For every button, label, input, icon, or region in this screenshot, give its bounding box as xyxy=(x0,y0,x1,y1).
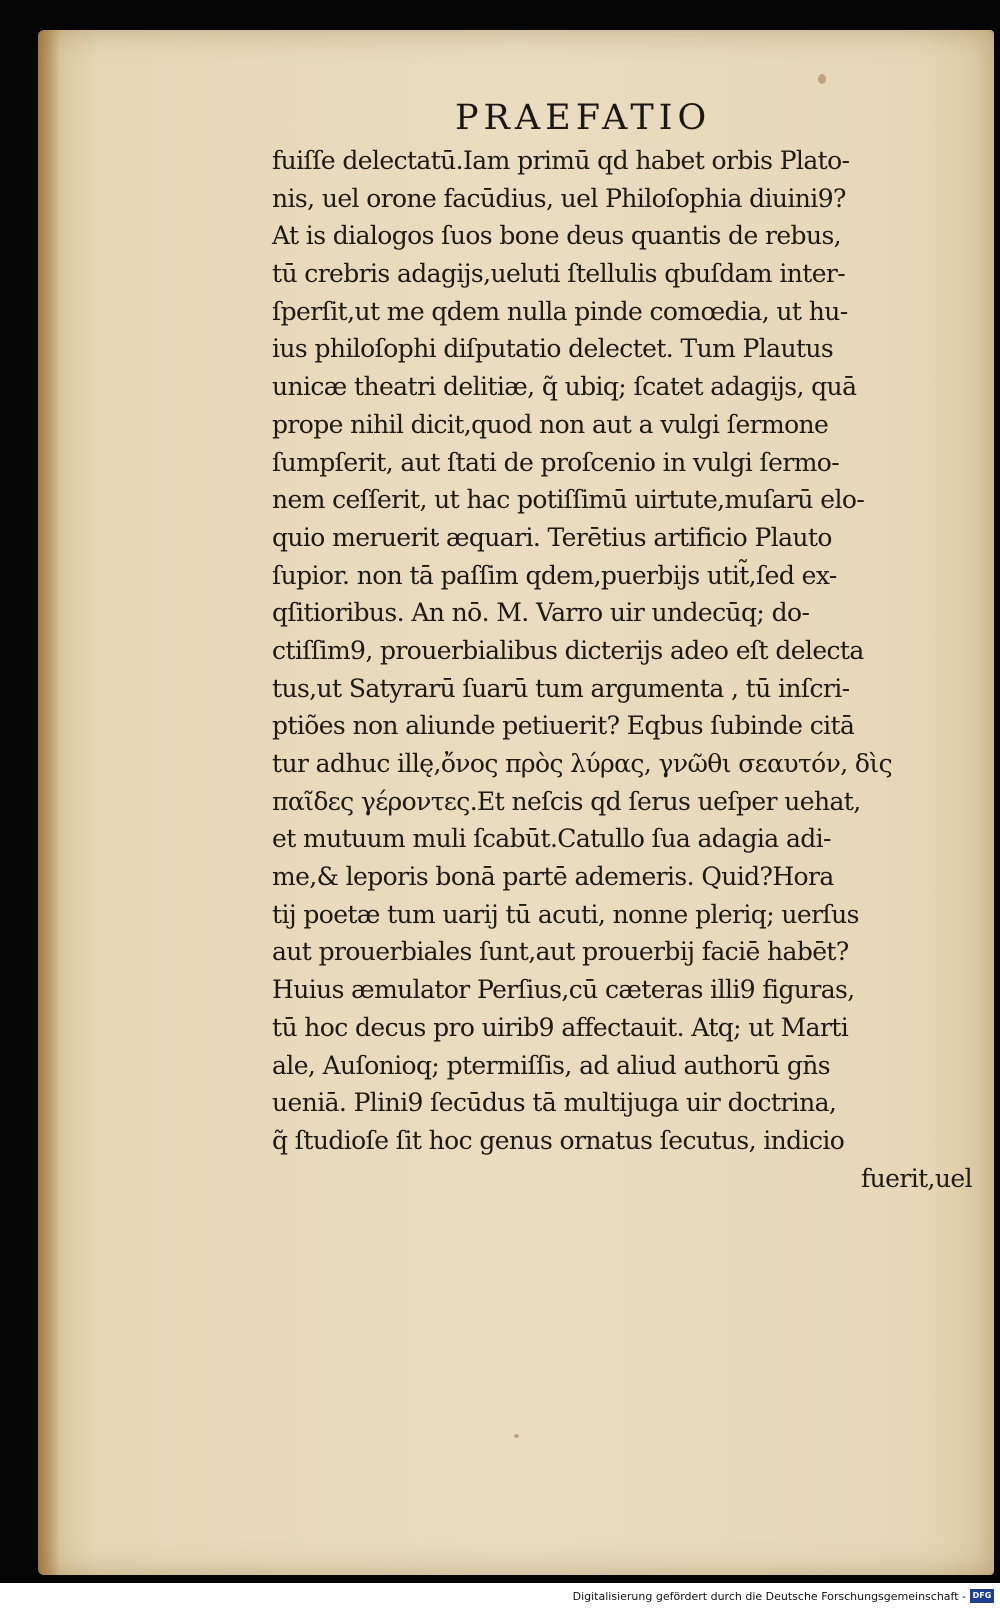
text-line-1: fuiſſe delectatū.Iam primū qd habet orbis Plato- xyxy=(272,146,850,175)
text-line-20: me,& leporis bonā partē ademeris. Quid?Hora xyxy=(272,862,834,892)
dfg-logo-icon: DFG xyxy=(970,1589,994,1603)
text-line-23: Huius æmulator Perſius,cū cæteras illi9 figuras, xyxy=(272,975,855,1005)
text-line-10: nem ceſſerit, ut hac potiſſimū uirtute,muſarū elo- xyxy=(272,485,865,515)
text-line-7: unicæ theatri delitiæ, q̃ ubiq; ſcatet adagijs, quā xyxy=(272,372,857,402)
text-line-8: prope nihil dicit,quod non aut a vulgi ſermone xyxy=(272,409,829,439)
text-line-25: ale, Auſonioq; ptermiſſis, ad aliud authorū gn̄s xyxy=(272,1050,831,1080)
text-line-11: quio meruerit æquari. Terētius artificio Plauto xyxy=(272,522,832,552)
text-line-2: nis, uel orone facūdius, uel Philoſophia diuini9? xyxy=(272,183,846,213)
text-line-22: aut prouerbiales ſunt,aut prouerbij faciē habēt? xyxy=(272,937,849,967)
text-line-3: At is dialogos ſuos bone deus quantis de rebus, xyxy=(272,221,842,251)
paper-stain xyxy=(514,1434,519,1438)
text-line-6: ius philoſophi diſputatio delectet. Tum Plautus xyxy=(272,334,834,364)
text-line-28-catchword: fuerit,uel xyxy=(861,1163,972,1193)
text-line-27: q̃ ſtudioſe ſit hoc genus ornatus ſecutus, indicio xyxy=(272,1125,845,1155)
text-line-26: ueniā. Plini9 ſecūdus tā multijuga uir doctrina, xyxy=(272,1088,837,1118)
text-line-24: tū hoc decus pro uirib9 affectauit. Atq; ut Marti xyxy=(272,1012,849,1042)
text-line-15: tus,ut Satyrarū ſuarū tum argumenta , tū inſcri- xyxy=(272,673,850,703)
paper-stain xyxy=(818,74,826,84)
text-block xyxy=(272,142,972,1197)
text-line-13: qſitioribus. An nō. M. Varro uir undecūq; do- xyxy=(272,598,810,628)
text-line-9: ſumpſerit, aut ſtati de proſcenio in vulgi ſermo- xyxy=(272,447,840,477)
text-line-18: παῖδες γέροντες.Et neſcis qd ſerus ueſper uehat, xyxy=(272,786,861,816)
text-line-21: tij poetæ tum uarij tū acuti, nonne pleriq; uerſus xyxy=(272,899,859,929)
text-line-17: tur adhuc illę,ὄνος πρὸς λύρας, γνῶθι σεαυτόν, δὶς xyxy=(272,749,892,778)
text-line-16: ptiões non aliunde petiuerit? Eqbus ſubinde citā xyxy=(272,711,855,741)
text-line-19: et mutuum muli ſcabūt.Catullo ſua adagia adi- xyxy=(272,824,831,854)
digitization-credit: Digitalisierung gefördert durch die Deutsche Forschungsgemeinschaft - xyxy=(572,1590,966,1603)
text-line-5: ſperſit,ut me qdem nulla pinde comœdia, ut hu- xyxy=(272,296,848,326)
text-line-14: ctiſſim9, prouerbialibus dicterijs adeo eſt delecta xyxy=(272,635,864,665)
text-line-12: ſupior. non tā paſſim qdem,puerbijs utit̃,ſed ex- xyxy=(272,560,837,590)
running-head: PRAEFATIO xyxy=(455,98,712,138)
text-line-4: tū crebris adagijs,ueluti ſtellulis qbuſdam inter- xyxy=(272,259,846,289)
